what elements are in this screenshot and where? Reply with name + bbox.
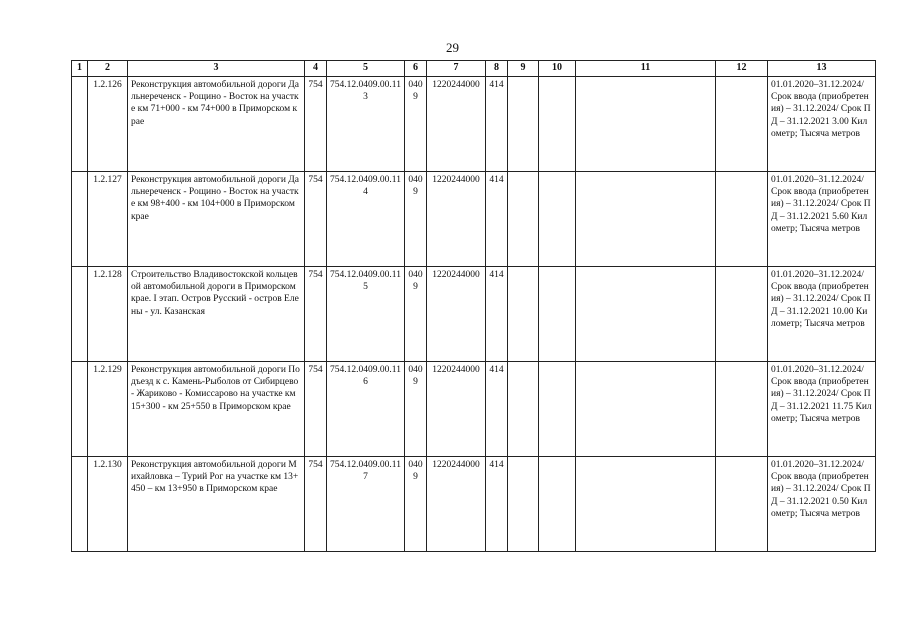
cell-item-number: 1.2.127	[88, 172, 128, 267]
cell-expense-type: 414	[486, 267, 508, 362]
cell-col10	[539, 172, 576, 267]
cell-item-number: 1.2.130	[88, 457, 128, 552]
cell-col11	[576, 77, 716, 172]
column-header-10: 10	[539, 61, 576, 77]
cell-target-code: 754.12.0409.00.115	[327, 267, 405, 362]
cell-section: 0409	[405, 172, 427, 267]
cell-col10	[539, 457, 576, 552]
cell-col11	[576, 267, 716, 362]
cell-col12	[716, 172, 768, 267]
cell-terms: 01.01.2020–31.12.2024/ Срок ввода (приобретения) – 31.12.2024/ Срок ПД – 31.12.2021 10.00 Километр; Тысяча метров	[768, 267, 876, 362]
column-header-9: 9	[508, 61, 539, 77]
cell-section: 0409	[405, 362, 427, 457]
cell-item-number: 1.2.128	[88, 267, 128, 362]
cell-expense-type: 414	[486, 77, 508, 172]
cell-code: 754	[305, 172, 327, 267]
cell-col9	[508, 172, 539, 267]
cell-col9	[508, 362, 539, 457]
cell-terms: 01.01.2020–31.12.2024/ Срок ввода (приобретения) – 31.12.2024/ Срок ПД – 31.12.2021 5.60 Километр; Тысяча метров	[768, 172, 876, 267]
cell-target-article: 1220244000	[427, 457, 486, 552]
cell-section: 0409	[405, 457, 427, 552]
cell-description: Реконструкция автомобильной дороги Михайловка – Турий Рог на участке км 13+450 – км 13+950 в Приморском крае	[128, 457, 305, 552]
cell-code: 754	[305, 267, 327, 362]
cell-col9	[508, 77, 539, 172]
cell-item-number: 1.2.129	[88, 362, 128, 457]
cell-code: 754	[305, 457, 327, 552]
cell-col10	[539, 77, 576, 172]
column-header-3: 3	[128, 61, 305, 77]
cell-col12	[716, 457, 768, 552]
cell-col10	[539, 267, 576, 362]
table-row	[72, 172, 876, 267]
cell-terms: 01.01.2020–31.12.2024/ Срок ввода (приобретения) – 31.12.2024/ Срок ПД – 31.12.2021 11.75 Километр; Тысяча метров	[768, 362, 876, 457]
cell-section: 0409	[405, 77, 427, 172]
cell-col12	[716, 362, 768, 457]
table-row	[72, 267, 876, 362]
cell-col11	[576, 362, 716, 457]
cell-description: Реконструкция автомобильной дороги Дальнереченск - Рощино - Восток на участке км 98+400 - км 104+000 в Приморском крае	[128, 172, 305, 267]
page-number: 29	[446, 40, 459, 55]
table-body	[72, 77, 876, 552]
cell-target-article: 1220244000	[427, 362, 486, 457]
column-header-2: 2	[88, 61, 128, 77]
budget-table	[71, 60, 876, 552]
cell-code: 754	[305, 77, 327, 172]
cell-description: Реконструкция автомобильной дороги Дальнереченск - Рощино - Восток на участке км 71+000 - км 74+000 в Приморском крае	[128, 77, 305, 172]
cell-terms: 01.01.2020–31.12.2024/ Срок ввода (приобретения) – 31.12.2024/ Срок ПД – 31.12.2021 0.50 Километр; Тысяча метров	[768, 457, 876, 552]
cell-col1	[72, 362, 88, 457]
cell-col10	[539, 362, 576, 457]
cell-target-code: 754.12.0409.00.116	[327, 362, 405, 457]
cell-expense-type: 414	[486, 172, 508, 267]
cell-terms: 01.01.2020–31.12.2024/ Срок ввода (приобретения) – 31.12.2024/ Срок ПД – 31.12.2021 3.00 Километр; Тысяча метров	[768, 77, 876, 172]
column-header-5: 5	[327, 61, 405, 77]
cell-col1	[72, 267, 88, 362]
cell-target-article: 1220244000	[427, 172, 486, 267]
column-header-11: 11	[576, 61, 716, 77]
cell-target-code: 754.12.0409.00.113	[327, 77, 405, 172]
cell-col9	[508, 267, 539, 362]
cell-target-article: 1220244000	[427, 77, 486, 172]
cell-expense-type: 414	[486, 457, 508, 552]
cell-col12	[716, 77, 768, 172]
cell-col12	[716, 267, 768, 362]
cell-code: 754	[305, 362, 327, 457]
cell-item-number: 1.2.126	[88, 77, 128, 172]
column-header-8: 8	[486, 61, 508, 77]
cell-col1	[72, 457, 88, 552]
column-header-4: 4	[305, 61, 327, 77]
cell-target-code: 754.12.0409.00.114	[327, 172, 405, 267]
column-header-12: 12	[716, 61, 768, 77]
cell-description: Строительство Владивостокской кольцевой автомобильной дороги в Приморском крае. I этап. Остров Русский - остров Елены - ул. Казанская	[128, 267, 305, 362]
column-header-13: 13	[768, 61, 876, 77]
header-row	[72, 61, 876, 77]
table-row	[72, 362, 876, 457]
table-row	[72, 77, 876, 172]
cell-col1	[72, 77, 88, 172]
cell-expense-type: 414	[486, 362, 508, 457]
column-header-6: 6	[405, 61, 427, 77]
cell-col1	[72, 172, 88, 267]
column-header-7: 7	[427, 61, 486, 77]
column-header-1: 1	[72, 61, 88, 77]
table-row	[72, 457, 876, 552]
cell-section: 0409	[405, 267, 427, 362]
cell-target-article: 1220244000	[427, 267, 486, 362]
cell-col11	[576, 457, 716, 552]
cell-col11	[576, 172, 716, 267]
cell-col9	[508, 457, 539, 552]
cell-target-code: 754.12.0409.00.117	[327, 457, 405, 552]
cell-description: Реконструкция автомобильной дороги Подъезд к с. Камень-Рыболов от Сибирцево - Жариково - Комиссарово на участке км 15+300 - км 25+550 в Приморском крае	[128, 362, 305, 457]
